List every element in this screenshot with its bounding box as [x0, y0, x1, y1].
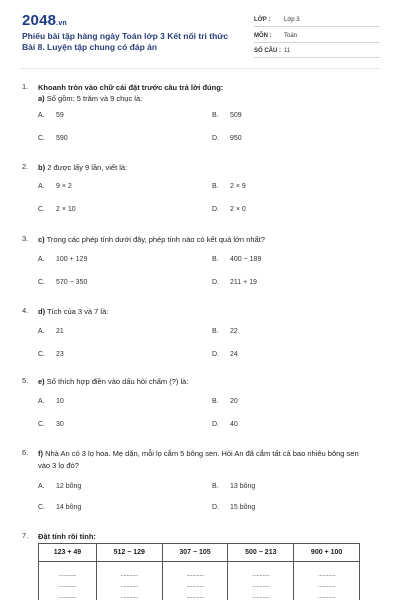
calc-header: 123 + 49 — [39, 544, 97, 562]
option-d[interactable]: D. 15 bông — [212, 504, 256, 511]
calc-header: 307 − 105 — [162, 544, 228, 562]
option-d[interactable]: D. 211 + 19 — [212, 279, 257, 286]
site-logo[interactable]: 2048.vn — [22, 12, 67, 29]
meta-grade: LỚP : Lớp 3 — [254, 14, 380, 27]
calc-answer-cell[interactable]: ............ ............ ............ — [39, 562, 97, 600]
calc-header: 900 + 100 — [294, 544, 360, 562]
option-c[interactable]: C. 570 − 350 — [38, 279, 88, 286]
option-b[interactable]: B. 509 — [212, 112, 242, 119]
option-b[interactable]: B. 13 bông — [212, 483, 256, 490]
option-c[interactable]: C. 14 bông — [38, 504, 82, 511]
option-a[interactable]: A. 9 × 2 — [38, 183, 72, 190]
option-a[interactable]: A. 10 — [38, 398, 64, 405]
option-b[interactable]: B. 20 — [212, 398, 238, 405]
calc-answer-cell[interactable]: ............ ............ ............ — [162, 562, 228, 600]
question-6: 6. f) Nhà An có 3 lọ hoa. Mẹ dặn, mỗi lọ cắm 5 bông sen. Hỏi An đã cắm tất cả bao nhiêu bông sen vào 3 lọ đó? A. 12 bông B. 13 bông C. 14 bông D. 15 bông — [22, 448, 359, 511]
option-d[interactable]: D. 950 — [212, 135, 242, 142]
option-c[interactable]: C. 23 — [38, 351, 64, 358]
option-a[interactable]: A. 12 bông — [38, 483, 82, 490]
option-c[interactable]: C. 30 — [38, 421, 64, 428]
option-d[interactable]: D. 2 × 0 — [212, 206, 246, 213]
question-1: 1. Khoanh tròn vào chữ cái đặt trước câu trả lời đúng: a) Số gồm: 5 trăm và 9 chục là: A. 59 B. 509 C. 590 D. 950 — [22, 82, 242, 142]
calc-answer-cell[interactable]: ............ ............ ............ — [96, 562, 162, 600]
option-d[interactable]: D. 40 — [212, 421, 238, 428]
question-5: 5. e) Số thích hợp điền vào dấu hỏi chấm (?) là: A. 10 B. 20 C. 30 D. 40 — [22, 376, 238, 428]
option-d[interactable]: D. 24 — [212, 351, 238, 358]
question-1-intro: Khoanh tròn vào chữ cái đặt trước câu trả lời đúng: — [38, 83, 224, 92]
calc-answer-cell[interactable]: ............ ............ ............ — [294, 562, 360, 600]
option-c[interactable]: C. 590 — [38, 135, 68, 142]
option-a[interactable]: A. 59 — [38, 112, 64, 119]
question-7: 7. Đặt tính rồi tính: — [22, 531, 96, 541]
header-divider — [20, 68, 380, 69]
calc-header: 500 − 213 — [228, 544, 294, 562]
calc-answer-cell[interactable]: ............ ............ ............ — [228, 562, 294, 600]
calculation-table — [38, 543, 360, 600]
option-a[interactable]: A. 21 — [38, 328, 64, 335]
calc-header: 512 − 129 — [96, 544, 162, 562]
option-b[interactable]: B. 400 − 189 — [212, 256, 262, 263]
option-c[interactable]: C. 2 × 10 — [38, 206, 76, 213]
worksheet-title: Phiếu bài tập hàng ngày Toán lớp 3 Kết nối tri thức Bài 8. Luyện tập chung có đáp án — [22, 31, 229, 52]
question-3: 3. c) Trong các phép tính dưới đây, phép tính nào có kết quả lớn nhất? A. 100 + 129 B. 400 − 189 C. 570 − 350 D. 211 + 19 — [22, 234, 265, 286]
meta-question-count: SỐ CÂU : 11 — [254, 45, 380, 58]
worksheet-header — [0, 0, 400, 62]
option-b[interactable]: B. 22 — [212, 328, 238, 335]
meta-subject: MÔN : Toán — [254, 30, 380, 43]
question-2: 2. b) 2 được lấy 9 lần, viết là: A. 9 × 2 B. 2 × 9 C. 2 × 10 D. 2 × 0 — [22, 162, 246, 213]
option-b[interactable]: B. 2 × 9 — [212, 183, 246, 190]
question-4: 4. d) Tích của 3 và 7 là: A. 21 B. 22 C. 23 D. 24 — [22, 306, 238, 358]
option-a[interactable]: A. 100 + 129 — [38, 256, 88, 263]
